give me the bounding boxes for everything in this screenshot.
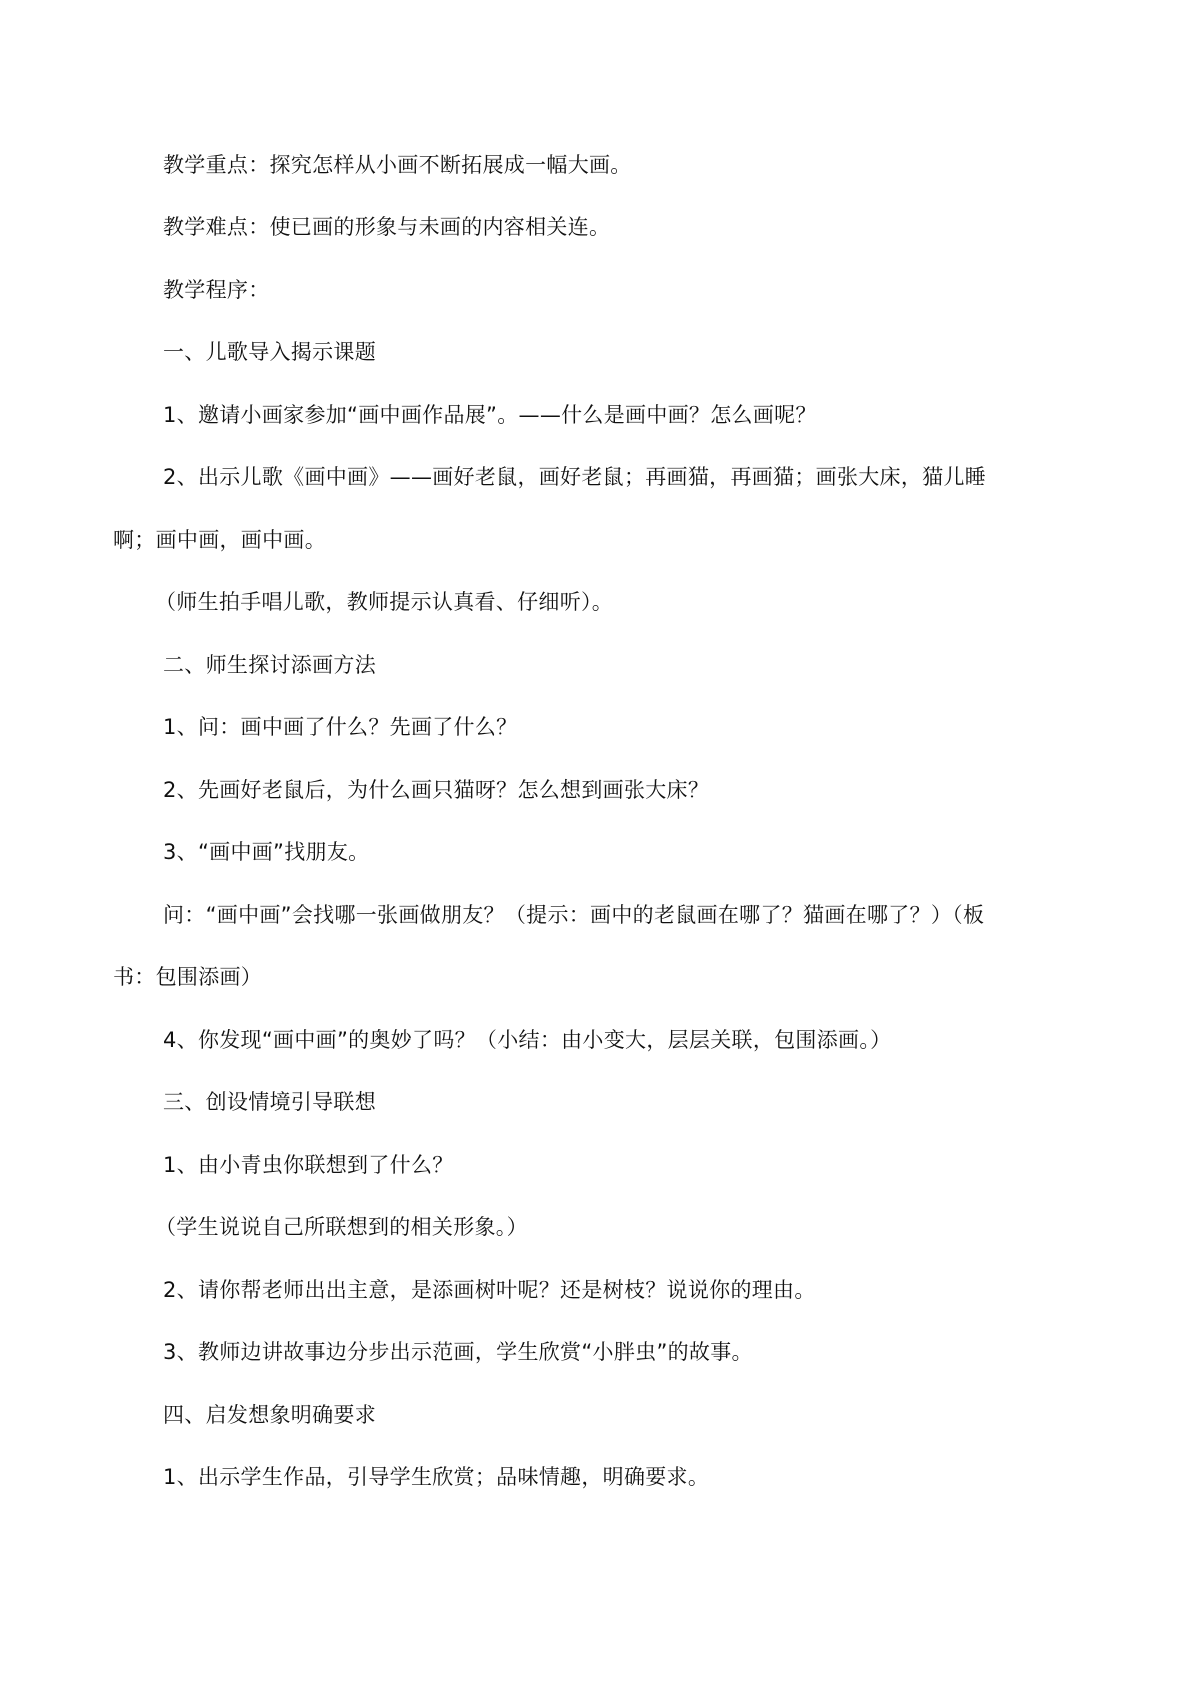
question-line: 问：“画中画”会找哪一张画做朋友？（提示：画中的老鼠画在哪了？猫画在哪了？）（板: [163, 903, 985, 927]
list-item: 2、先画好老鼠后，为什么画只猫呀？怎么想到画张大床？: [163, 778, 710, 802]
key-point-line: 教学重点：探究怎样从小画不断拓展成一幅大画。: [163, 153, 632, 177]
section-heading-3: 三、创设情境引导联想: [163, 1090, 376, 1114]
list-item: 3、教师边讲故事边分步出示范画，学生欣赏“小胖虫”的故事。: [163, 1340, 753, 1364]
list-item: 1、邀请小画家参加“画中画作品展”。——什么是画中画？怎么画呢？: [163, 403, 817, 427]
list-item: 4、你发现“画中画”的奥妙了吗？（小结：由小变大，层层关联，包围添画。）: [163, 1028, 892, 1052]
procedure-heading: 教学程序：: [163, 278, 270, 302]
note-line: （学生说说自己所联想到的相关形象。）: [155, 1215, 528, 1239]
list-item: 3、“画中画”找朋友。: [163, 840, 370, 864]
section-heading-4: 四、启发想象明确要求: [163, 1403, 376, 1427]
list-item-continuation: 啊；画中画，画中画。: [113, 528, 326, 552]
note-line: （师生拍手唱儿歌，教师提示认真看、仔细听）。: [155, 590, 614, 614]
list-item: 1、问：画中画了什么？先画了什么？: [163, 715, 518, 739]
section-heading-2: 二、师生探讨添画方法: [163, 653, 376, 677]
list-item: 2、请你帮老师出出主意，是添画树叶呢？还是树枝？说说你的理由。: [163, 1278, 816, 1302]
question-line-continuation: 书：包围添画）: [113, 965, 263, 989]
list-item: 1、由小青虫你联想到了什么？: [163, 1153, 454, 1177]
difficult-point-line: 教学难点：使已画的形象与未画的内容相关连。: [163, 215, 611, 239]
list-item: 1、出示学生作品，引导学生欣赏；品味情趣，明确要求。: [163, 1465, 710, 1489]
section-heading-1: 一、儿歌导入揭示课题: [163, 340, 376, 364]
list-item: 2、出示儿歌《画中画》——画好老鼠，画好老鼠；再画猫，再画猫；画张大床，猫儿睡: [163, 465, 987, 489]
